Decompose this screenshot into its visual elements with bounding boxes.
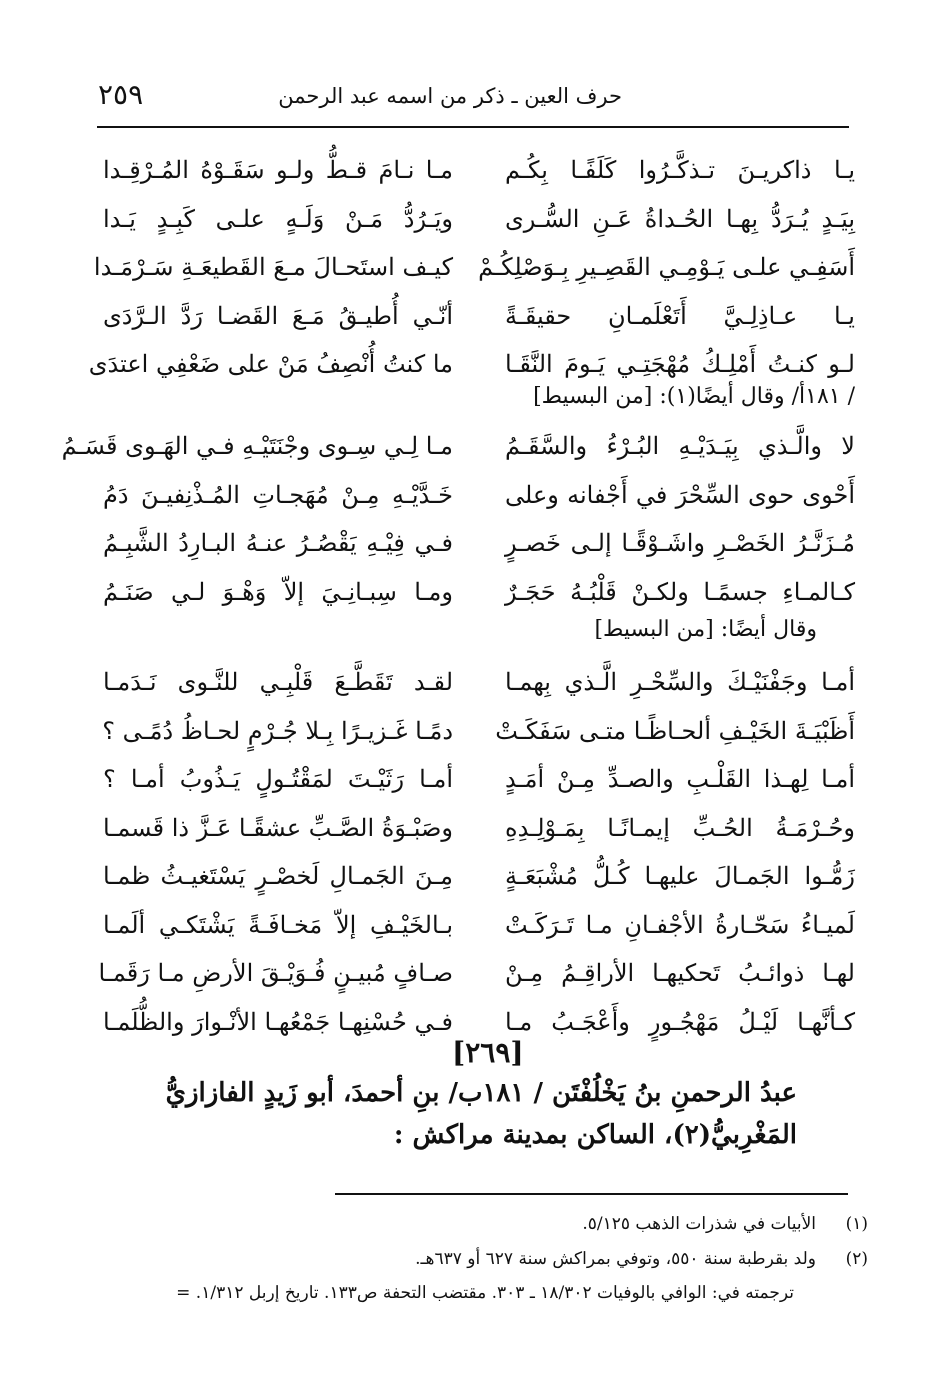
verse-second-hemistich: ما كنتُ أُنْصِفُ مَنْ على ضَعْفِي اعتدَى: [88, 350, 453, 378]
verse-first-hemistich: وحُـرْمَـةُ الحُـبِّ إيمـانًـا بِمَـوْلِـدِهِ: [505, 813, 855, 842]
verse-first-hemistich: يـا عـاذِلِـيَّ أَتَعْلَمـانِ حقيقَـةً: [505, 301, 855, 330]
poem-stanza-2: [61, 424, 855, 618]
verse-second-hemistich: بـالخَيْـفِ إلاّ مَخـافَـةً يَشْتَكـي ألَمـا: [103, 910, 453, 939]
verse-first-hemistich: لهـا ذوائـبُ تَحكيهـا الأراقِـمُ مِـنْ: [505, 959, 855, 987]
verse-first-hemistich: يـا ذاكريـنَ تـذكَّـرُوا كَلَفًـا بِكُـم: [505, 156, 855, 184]
verse-first-hemistich: لَميـاءُ سَحّـارةُ الأجْفـانِ مـا تَـرَكَـتْ: [505, 910, 855, 939]
verse-row: [103, 854, 855, 903]
footnote-marker: (١): [845, 1214, 868, 1234]
header-rule: [97, 126, 849, 128]
verse-row: [103, 806, 855, 855]
verse-row: [103, 294, 855, 343]
verse-row: [103, 660, 855, 709]
entry-heading-line: عبدُ الرحمنِ بنُ يَخْلُفْتَن / ١٨١ب/ بنِ أحمدَ، أبو زَيدٍ الفازازيُّ: [165, 1078, 797, 1108]
poem-stanza-1: [88, 148, 855, 391]
verse-second-hemistich: فـي حُسْنِهـا جَمْعُهـا الأنْـوارَ والظُّلَمـا: [103, 1007, 453, 1036]
verse-first-hemistich: أمـا لِهـذا القَلْـبِ والصـدِّ مِـنْ أمَـدٍ: [505, 765, 855, 793]
verse-row: [103, 903, 855, 952]
footnote-text: ترجمته في: الوافي بالوفيات ١٨/٣٠٢ ـ ٣٠٣. مقتضب التحفة ص١٣٣. تاريخ إربل ١/٣١٢. =: [176, 1283, 794, 1303]
verse-row: [103, 148, 855, 197]
verse-row: [61, 424, 855, 473]
verse-first-hemistich: لا والَّـذي بِيَـدَيْـهِ البُـرْءُ والسَّقَـمُ: [505, 432, 855, 460]
verse-second-hemistich: أمـا رَثَيْـتَ لمَقْتُـولٍ يَـذُوبُ أمـا ؟: [103, 765, 453, 793]
poem-intro: وقال أيضًا: [من البسيط]: [594, 617, 817, 642]
entry-number: [٢٦٩]: [452, 1036, 524, 1069]
verse-second-hemistich: دمًـا غَـزيـرًا بِـلا جُـرْمٍ لحـاظُ دُمًـى ؟: [102, 716, 453, 745]
footnote-marker: (٢): [845, 1249, 868, 1269]
verse-first-hemistich: أمـا وجَفْنَيْـكَ والسِّحْـرِ الَّـذي بِهمـا: [505, 668, 855, 696]
verse-second-hemistich: أنّـي أُطيـقُ مَـعَ القَضـا رَدَّ الـرَّدَى: [103, 301, 453, 330]
verse-row: [103, 473, 855, 522]
verse-second-hemistich: ويَـرُدُّ مَـنْ وَلَـهٍ علـى كَبِـدٍ يَـدا: [103, 204, 453, 233]
verse-first-hemistich: كـأنَّهـا لَيْـلُ مَهْجُـورٍ وأَعْجَـبُ مـا: [505, 1007, 855, 1036]
poem-intro: / ١٨١أ/ وقال أيضًا(١): [من البسيط]: [533, 384, 855, 409]
running-title: حرف العين ـ ذكر من اسمه عبد الرحمن: [278, 84, 622, 108]
verse-second-hemistich: مـا نـامَ قـطُّ ولـو سَقَـوْهُ المُـرْقِـدا: [103, 156, 453, 184]
verse-row: [103, 709, 855, 758]
verse-second-hemistich: لقـد تَقَطَّـعَ قَلْبِـي للنَّـوى نَـدَمـا: [103, 668, 453, 696]
footnote-rule: [335, 1193, 848, 1195]
footnote-text: ولد بقرطبة سنة ٥٥٠، وتوفي بمراكش سنة ٦٢٧ أو ٦٣٧هـ.: [415, 1249, 816, 1269]
verse-first-hemistich: زَمُّـوا الجَمـالَ عليهـا كُـلُّ مُشْبَعَـةٍ: [505, 862, 855, 890]
verse-row: [103, 757, 855, 806]
poem-stanza-3: [98, 660, 855, 1048]
verse-first-hemistich: أَحْوى حوى السِّحْرَ في أَجْفانه وعلى: [505, 480, 855, 509]
verse-second-hemistich: خَـدَّيْـهِ مِـنْ مُهَجـاتِ المُـذْنِفيـنَ دَمُ: [103, 480, 453, 509]
verse-first-hemistich: أَسَفِـي علـى يَـوْمِـي القَصِـيرِ بِـوَصْلِكُـمْ: [478, 253, 855, 281]
entry-heading-line: المَغْرِبيُّ(٢)، الساكن بمدينة مراكش :: [393, 1120, 797, 1150]
verse-row: [103, 570, 855, 619]
verse-second-hemistich: فـي فِيْـهِ يَقْصُـرُ عنـهُ البـارِدُ الشَّبِـمُ: [103, 529, 453, 557]
verse-second-hemistich: مِـنَ الجَمـالِ لَخصْـرٍ يَسْتَغيـثُ ظمـا: [103, 862, 453, 890]
verse-first-hemistich: كـالمـاءِ جسمًـا ولكـنْ قَلْبُـهُ حَجَـرٌ: [505, 577, 855, 606]
verse-second-hemistich: مـا لِـي سِـوى وجْنَتَيْـهِ فـي الهَـوى قَسَـمُ: [61, 432, 453, 460]
verse-second-hemistich: وصَبْـوَةُ الصَّـبِّ عشقًـا عَـزَّ ذا قَسمـا: [102, 813, 453, 842]
verse-row: [93, 245, 855, 294]
verse-row: [103, 197, 855, 246]
page-number: ٢٥٩: [98, 78, 144, 111]
verse-first-hemistich: مُـزَنَّـرُ الخَصْـرِ واشَـوْقًـا إلـى خَصـرٍ: [505, 529, 855, 557]
verse-second-hemistich: صـافٍ مُبيـنٍ فُـوَيْـقَ الأرضِ مـا رَقَمـا: [98, 959, 453, 987]
verse-second-hemistich: ومـا سِبـانِـيَ إلاّ وَهْـوَ لـي صَنَـمُ: [103, 577, 453, 606]
verse-row: [98, 951, 855, 1000]
footnote-text: الأبيات في شذرات الذهب ٥/١٢٥.: [582, 1214, 816, 1234]
verse-first-hemistich: لـو كنـتُ أَمْلِـكُ مُهْجَتِـي يَـومَ النَّقَـا: [505, 350, 855, 378]
verse-first-hemistich: أَظَبْيَـةَ الخَيْـفِ ألحـاظًـا متـى سَفَكَـتْ: [495, 716, 855, 745]
verse-second-hemistich: كيـف استَحـالَ مـعَ القَطيعَـةِ سَـرْمَـدا: [93, 253, 453, 281]
verse-row: [103, 521, 855, 570]
verse-first-hemistich: بِيَـدٍ يُـرَدُّ بِهـا الحُـداةُ عَـنِ السُّـرى: [505, 204, 855, 233]
